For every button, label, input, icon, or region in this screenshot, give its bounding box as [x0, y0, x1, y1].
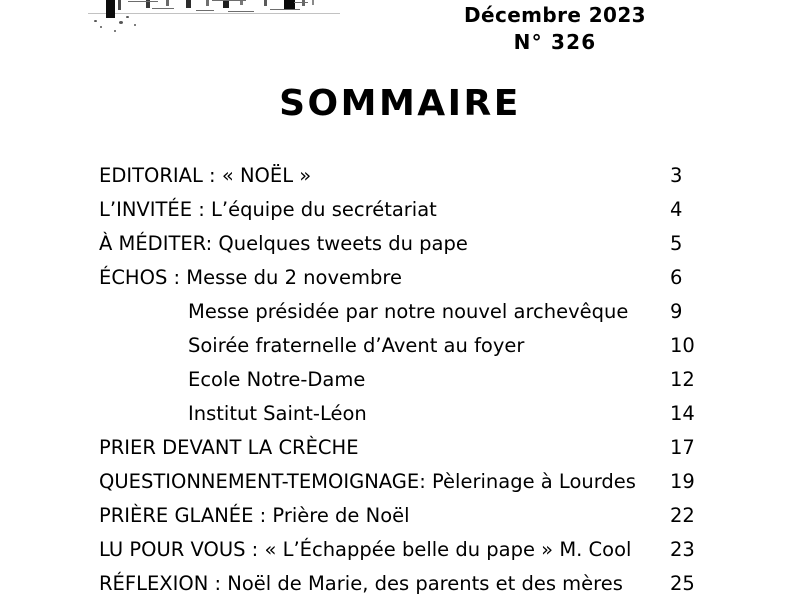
photo-canvas	[88, 0, 340, 36]
toc-entry-page-number: 14	[670, 402, 695, 425]
toc-entry-label: À MÉDITER: Quelques tweets du pape	[99, 232, 468, 255]
toc-entry-page-number: 4	[670, 198, 683, 221]
toc-entry-page-number: 12	[670, 368, 695, 391]
toc-entry[interactable]	[99, 159, 719, 193]
foreground-speck	[114, 30, 116, 32]
toc-entry-label: Messe présidée par notre nouvel archevêque	[188, 300, 629, 323]
toc-entry[interactable]	[99, 261, 719, 295]
page-title: SOMMAIRE	[279, 83, 521, 124]
tree-trunk	[186, 0, 191, 8]
toc-entry-page-number: 23	[670, 538, 695, 561]
toc-sub-entry[interactable]	[99, 397, 719, 431]
foreground-speck	[134, 24, 136, 26]
tree-trunk	[302, 0, 305, 6]
snow-stroke	[212, 0, 246, 1]
issue-date: Décembre 2023	[464, 3, 646, 27]
toc-entry-label: EDITORIAL : « NOËL »	[99, 164, 312, 187]
toc-entry-label: Soirée fraternelle d’Avent au foyer	[188, 334, 525, 357]
tree-trunk	[106, 0, 115, 18]
tree-trunk	[118, 0, 121, 10]
snow-stroke	[228, 11, 254, 12]
toc-entry-page-number: 19	[670, 470, 695, 493]
tree-trunk	[206, 0, 209, 6]
tree-trunk	[312, 0, 314, 5]
toc-sub-entry[interactable]	[99, 363, 719, 397]
toc-entry[interactable]	[99, 567, 719, 601]
snow-stroke	[152, 8, 174, 9]
tree-trunk	[166, 0, 169, 6]
photo-ground-line	[88, 13, 340, 14]
tree-trunk	[223, 0, 229, 8]
toc-entry-page-number: 17	[670, 436, 695, 459]
toc-entry-page-number: 6	[670, 266, 683, 289]
toc-entry-label: LU POUR VOUS : « L’Échappée belle du pape » M. Cool	[99, 538, 632, 561]
tree-trunk	[264, 0, 267, 6]
toc-entry-page-number: 9	[670, 300, 683, 323]
snow-stroke	[128, 1, 158, 2]
table-of-contents	[99, 159, 719, 601]
toc-entry-label: PRIER DEVANT LA CRÈCHE	[99, 436, 359, 459]
toc-entry-label: ÉCHOS : Messe du 2 novembre	[99, 266, 402, 289]
snow-stroke	[270, 9, 300, 10]
toc-entry-page-number: 22	[670, 504, 695, 527]
foreground-speck	[126, 16, 129, 18]
snow-stroke	[196, 10, 214, 11]
toc-entry-label: PRIÈRE GLANÉE : Prière de Noël	[99, 504, 410, 527]
toc-entry-page-number: 3	[670, 164, 683, 187]
toc-entry[interactable]	[99, 499, 719, 533]
toc-entry[interactable]	[99, 227, 719, 261]
snow-stroke	[294, 2, 308, 3]
foreground-speck	[100, 26, 102, 28]
toc-sub-entry[interactable]	[99, 329, 719, 363]
toc-sub-entry[interactable]	[99, 295, 719, 329]
toc-entry[interactable]	[99, 533, 719, 567]
toc-entry[interactable]	[99, 465, 719, 499]
toc-entry-label: Institut Saint-Léon	[188, 402, 367, 425]
toc-entry[interactable]	[99, 431, 719, 465]
toc-entry-label: RÉFLEXION : Noël de Marie, des parents et des mères	[99, 572, 623, 595]
toc-entry-page-number: 10	[670, 334, 695, 357]
toc-entry-label: QUESTIONNEMENT-TEMOIGNAGE: Pèlerinage à Lourdes	[99, 470, 636, 493]
issue-number: N° 326	[513, 30, 597, 54]
issue-info	[430, 2, 680, 56]
foreground-speck	[94, 20, 97, 22]
toc-entry-page-number: 25	[670, 572, 695, 595]
toc-entry-page-number: 5	[670, 232, 683, 255]
toc-entry-label: L’INVITÉE : L’équipe du secrétariat	[99, 198, 437, 221]
forest-photograph	[88, 0, 340, 36]
foreground-speck	[119, 21, 123, 24]
masthead	[0, 0, 800, 72]
toc-entry-label: Ecole Notre-Dame	[188, 368, 366, 391]
toc-entry[interactable]	[99, 193, 719, 227]
